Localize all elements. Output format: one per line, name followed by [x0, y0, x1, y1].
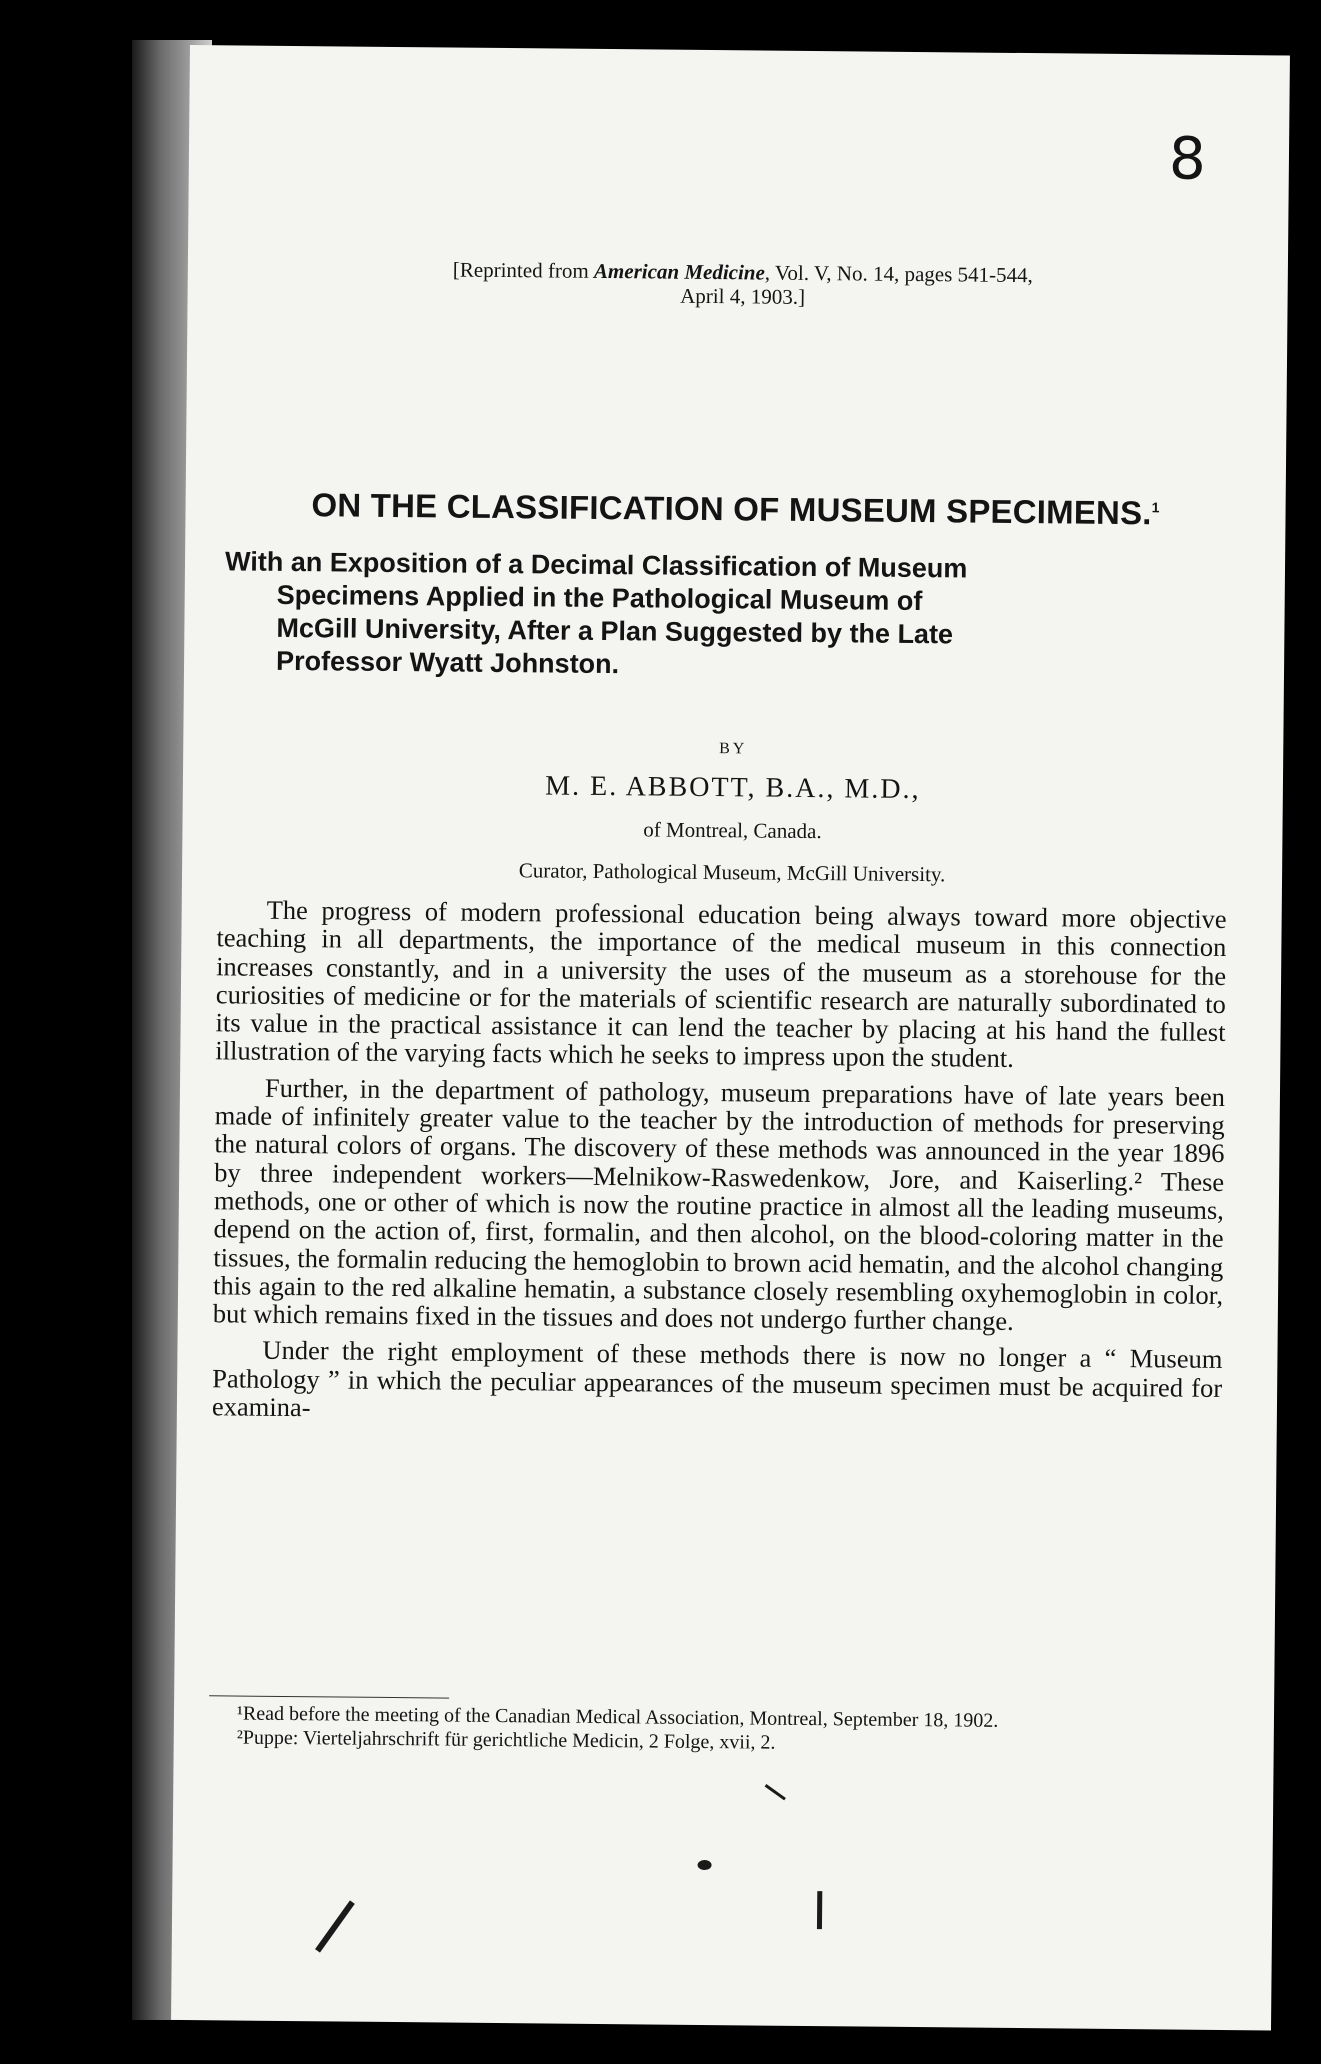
reprint-notice [243, 256, 1243, 314]
author-position: Curator, Pathological Museum, McGill University. [518, 858, 946, 887]
reprint-line-2: April 4, 1903.] [680, 283, 806, 309]
footnote-1: ¹Read before the meeting of the Canadian Medical Association, Montreal, September 18, 1902. [236, 1702, 999, 1732]
journal-name: American Medicine [593, 258, 765, 285]
footnotes [209, 1702, 1219, 1760]
ink-mark [817, 1891, 822, 1929]
title-footnote-mark: 1 [1151, 499, 1160, 516]
byline-by: BY [719, 740, 748, 758]
author-location: of Montreal, Canada. [643, 817, 822, 844]
ink-mark [698, 1860, 712, 1870]
article-body [212, 895, 1227, 1438]
reprint-suffix: , Vol. V, No. 14, pages 541-544, [764, 260, 1033, 288]
author-name: M. E. ABBOTT, B.A., M.D., [545, 770, 921, 806]
ink-mark [765, 1784, 786, 1800]
footnote-2: ²Puppe: Vierteljahrschrift für gerichtliche Medicin, 2 Folge, xvii, 2. [236, 1726, 776, 1754]
handwritten-page-number: 8 [1168, 124, 1207, 193]
body-paragraph: The progress of modern professional education being always toward more objective teaching in all departments, the importance of the medical museum in this connection increases constantly, and in a university the uses of the museum as a storehouse for the curiosities of medicine or for the materials of scientific research are naturally subordinated to its value in the practical assistance it can lend the teacher by placing at his hand the fullest illustration of the varying facts which he seeks to impress upon the student. [215, 894, 1227, 1074]
article-subtitle [224, 545, 1235, 687]
footnote-rule [209, 1695, 449, 1698]
subtitle-line: Professor Wyatt Johnston. [275, 645, 620, 680]
title-text: ON THE CLASSIFICATION OF MUSEUM SPECIMENS. [311, 486, 1152, 532]
subtitle-line: With an Exposition of a Decimal Classification of Museum [224, 546, 968, 584]
reprint-prefix: [Reprinted from [452, 257, 595, 283]
article-title [225, 485, 1245, 533]
subtitle-line: McGill University, After a Plan Suggested by the Late [276, 612, 954, 650]
ink-mark [315, 1900, 355, 1952]
document-page [171, 45, 1290, 2030]
body-paragraph: Under the right employment of these methods there is now no longer a “ Museum Pathology ” in which the peculiar appearances of the museum specimen must be acquired for examina- [211, 1335, 1223, 1423]
body-paragraph: Further, in the department of pathology, museum preparations have of late years been made of infinitely greater value to the teacher by the introduction of methods for preserving the natural colors of organs. The discovery of these methods was announced in the year 1896 by three independent workers—Melnikow-Raswedenkow, Jore, and Kaiserling.² These methods, one or other of which is now the routine practice in almost all the leading museums, depend on the action of, first, formalin, and then alcohol, on the blood-coloring matter in the tissues, the formalin reducing the hemoglobin to brown acid hematin, and the alcohol changing this again to the red alkaline hematin, a substance closely resembling oxyhemoglobin in color, but which remains fixed in the tissues and does not undergo further change. [212, 1072, 1226, 1337]
subtitle-line: Specimens Applied in the Pathological Museum of [276, 579, 923, 617]
